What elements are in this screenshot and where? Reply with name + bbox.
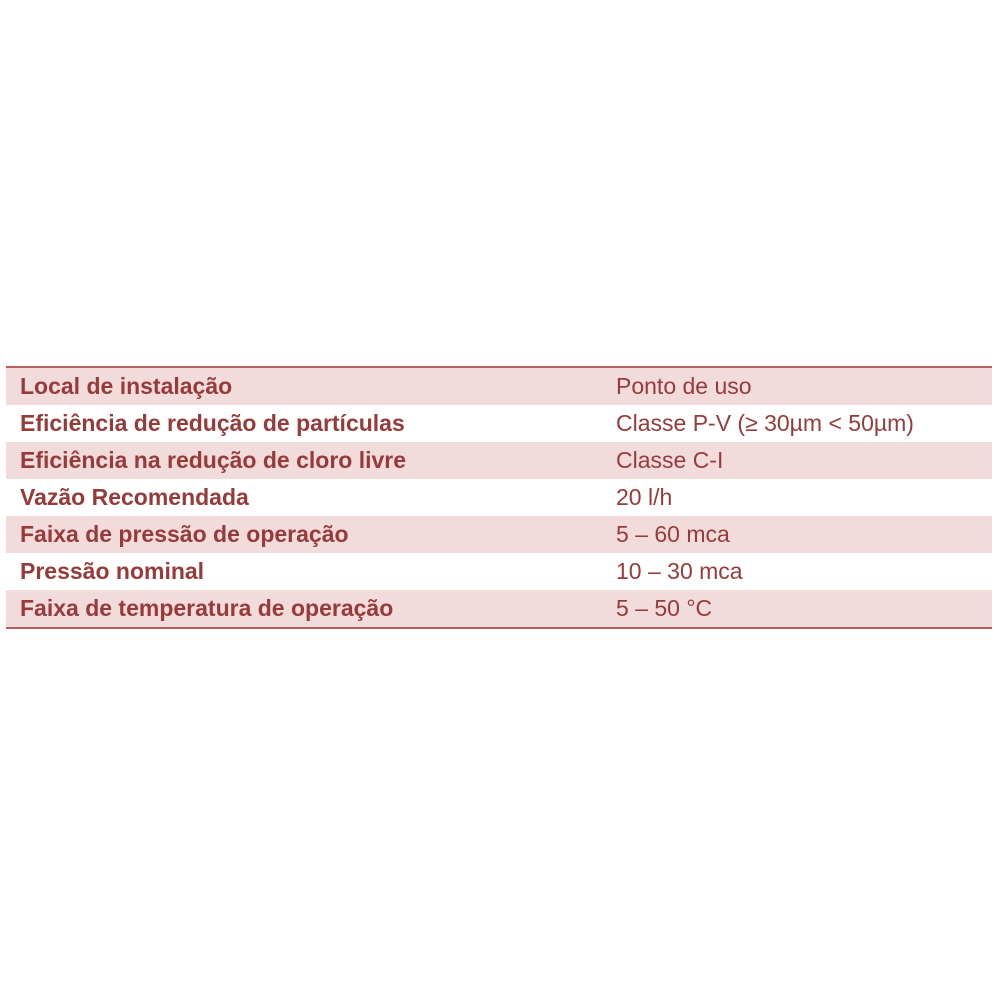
- row-value: Classe C-I: [616, 447, 724, 473]
- table-row: [6, 553, 992, 590]
- row-value: Ponto de uso: [616, 373, 752, 399]
- row-label: Faixa de temperatura de operação: [20, 595, 394, 621]
- row-value: 10 – 30 mca: [616, 558, 743, 584]
- row-value: 5 – 50 °C: [616, 595, 713, 621]
- row-value: Classe P-V (≥ 30µm < 50µm): [616, 410, 914, 436]
- table-row: [6, 479, 992, 516]
- row-value: 20 l/h: [616, 484, 673, 510]
- row-label: Eficiência na redução de cloro livre: [20, 447, 407, 473]
- table-row: [6, 368, 992, 405]
- row-value: 5 – 60 mca: [616, 521, 730, 547]
- table-row: [6, 405, 992, 442]
- table-row: [6, 442, 992, 479]
- spec-table: [6, 366, 992, 629]
- row-label: Faixa de pressão de operação: [20, 521, 349, 547]
- row-label: Local de instalação: [20, 373, 233, 399]
- row-label: Eficiência de redução de partículas: [20, 410, 405, 436]
- row-label: Vazão Recomendada: [20, 484, 249, 510]
- row-label: Pressão nominal: [20, 558, 205, 584]
- table-row: [6, 590, 992, 627]
- table-row: [6, 516, 992, 553]
